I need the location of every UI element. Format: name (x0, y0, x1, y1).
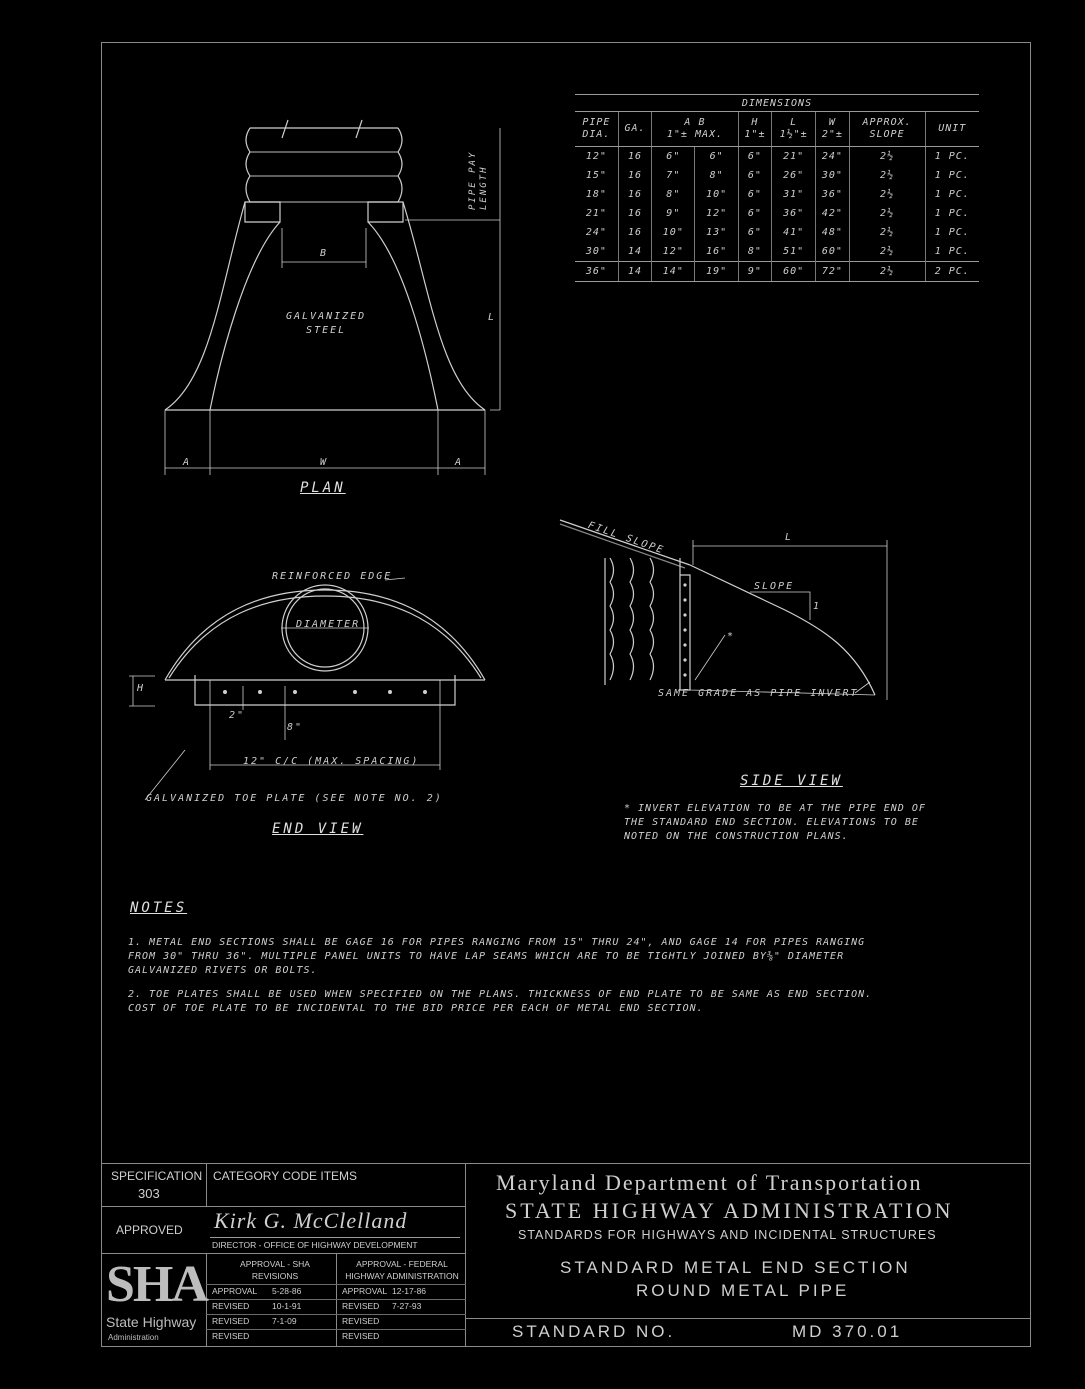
dim-cell: 19" (695, 262, 738, 282)
dim-cell: 41" (772, 223, 816, 242)
director-label: DIRECTOR - OFFICE OF HIGHWAY DEVELOPMENT (212, 1240, 418, 1250)
approval-cell: REVISED (342, 1331, 380, 1341)
dim-cell: 6" (738, 185, 771, 204)
dim-cell: 16 (618, 147, 651, 167)
dim-cell: 18" (585, 189, 607, 200)
dim-cell: 6" (652, 147, 695, 167)
dim-cell: 60" (816, 242, 849, 262)
side-view-title: SIDE VIEW (740, 773, 843, 789)
spacing-label: 12" C/C (MAX. SPACING) (243, 756, 420, 767)
approval-cell: 10-1-91 (272, 1301, 302, 1311)
dim-header-cell: A B 1"± MAX. (652, 112, 739, 147)
diameter-label: DIAMETER (296, 619, 361, 630)
dim-cell: 48" (816, 223, 849, 242)
dim-header-cell: APPROX. SLOPE (849, 112, 925, 147)
dim-header-cell: PIPE DIA. (575, 112, 618, 147)
approval-row-line (206, 1329, 466, 1330)
approval-row-line (206, 1299, 466, 1300)
dim-row (575, 242, 979, 262)
approval-cell: REVISED (342, 1316, 380, 1326)
approval-cell: REVISED (342, 1301, 380, 1311)
dim-cell: 12" (585, 151, 607, 162)
standard-no-value: MD 370.01 (792, 1322, 903, 1341)
fill-slope-label: FILL SLOPE (586, 520, 666, 557)
approval-cell: APPROVAL (342, 1286, 388, 1296)
dim-cell: 24" (816, 147, 849, 167)
dim-row (575, 262, 979, 282)
dim-cell: 42" (816, 204, 849, 223)
dim-cell: 1 PC. (925, 242, 979, 262)
category-label: CATEGORY CODE ITEMS (213, 1169, 358, 1183)
dim-cell: 36" (575, 262, 618, 282)
dim-cell: 12" (695, 204, 738, 223)
dim-row (575, 166, 979, 185)
approval-cell: 7-1-09 (272, 1316, 297, 1326)
approval-cell: 12-17-86 (392, 1286, 427, 1296)
dim-header-cell: UNIT (925, 112, 979, 147)
dim-cell: 6" (738, 166, 771, 185)
dim-row (575, 147, 979, 167)
approval-row-line (206, 1314, 466, 1315)
side-star: * (727, 631, 736, 642)
dim-cell: 8" (738, 242, 771, 262)
dim-cell: 8" (652, 185, 695, 204)
dim-cell: 30" (816, 166, 849, 185)
dim-cell: 2½ (849, 166, 925, 185)
agency-name: STATE HIGHWAY ADMINISTRATION (505, 1198, 954, 1223)
dim-cell: 31" (772, 185, 816, 204)
plan-label-w: W (320, 457, 329, 468)
toe-plate-label: GALVANIZED TOE PLATE (SEE NOTE NO. 2) (146, 793, 443, 804)
dept-name: Maryland Department of Transportation (496, 1170, 923, 1195)
dim-cell: 2½ (849, 242, 925, 262)
dim-cell: 24" (585, 227, 607, 238)
standards-label: STANDARDS FOR HIGHWAYS AND INCIDENTAL STRUCTURES (518, 1228, 937, 1242)
side-label-1: 1 (813, 601, 822, 612)
approval-fed-label: APPROVAL - FEDERAL HIGHWAY ADMINISTRATION (345, 1259, 459, 1281)
dim-cell: 36" (816, 185, 849, 204)
dim-cell: 2½ (849, 204, 925, 223)
plan-label-a-right: A (455, 457, 464, 468)
plan-label-b: B (320, 248, 329, 259)
approval-cell: APPROVAL (212, 1286, 258, 1296)
plan-pipe-pay-label: PIPE PAY LENGTH (468, 150, 489, 210)
dimensions-title: DIMENSIONS (575, 95, 979, 112)
spec-value: 303 (138, 1186, 160, 1201)
slope-label: SLOPE (754, 581, 795, 592)
dim-row (575, 223, 979, 242)
plan-material-label: GALVANIZED STEEL (286, 311, 367, 336)
note-2: 2. TOE PLATES SHALL BE USED WHEN SPECIFIED ON THE PLANS. THICKNESS OF END PLATE TO BE SAME AS END SECTION. COST OF TOE PLATE TO BE INCIDENTAL TO THE BID PRICE PER EACH OF METAL END SECTION. (128, 989, 873, 1014)
dim-cell: 72" (816, 262, 849, 282)
dimensions-table (575, 94, 979, 282)
end-label-8in: 8" (287, 722, 304, 733)
signature-line (210, 1237, 460, 1238)
end-label-h: H (137, 683, 146, 694)
dim-cell: 2 PC. (925, 262, 979, 282)
sha-logo: SHA (106, 1256, 207, 1313)
approved-label: APPROVED (116, 1223, 183, 1237)
dim-cell: 6" (738, 223, 771, 242)
reinforced-edge-label: REINFORCED EDGE (272, 571, 393, 582)
dim-cell: 10" (695, 185, 738, 204)
dim-cell: 8" (695, 166, 738, 185)
dim-cell: 15" (585, 170, 607, 181)
dim-cell: 1 PC. (925, 223, 979, 242)
dim-cell: 6" (738, 204, 771, 223)
dim-cell: 21" (772, 147, 816, 167)
dim-cell: 1 PC. (925, 147, 979, 167)
approval-cell: 7-27-93 (392, 1301, 422, 1311)
dim-header-cell: H 1"± (738, 112, 771, 147)
dim-cell: 30" (585, 246, 607, 257)
dim-cell: 60" (772, 262, 816, 282)
approval-cell: 5-28-86 (272, 1286, 302, 1296)
approval-cell: REVISED (212, 1316, 250, 1326)
approval-cell: REVISED (212, 1331, 250, 1341)
drawing-title-1: STANDARD METAL END SECTION (560, 1258, 911, 1277)
dim-row (575, 204, 979, 223)
dim-cell: 1 PC. (925, 204, 979, 223)
sha-logo-sub: State Highway (106, 1314, 197, 1330)
notes-title: NOTES (130, 900, 188, 916)
plan-label-l: L (488, 312, 497, 323)
dim-cell: 14" (652, 262, 695, 282)
dim-header-cell: GA. (618, 112, 651, 147)
sha-logo-sub2: Administration (108, 1333, 159, 1342)
dim-cell: 21" (585, 208, 607, 219)
plan-title: PLAN (300, 480, 346, 496)
dim-cell: 16 (618, 166, 651, 185)
dim-cell: 16" (695, 242, 738, 262)
dim-cell: 2½ (849, 147, 925, 167)
signature: Kirk G. McClelland (214, 1208, 408, 1233)
plan-label-a-left: A (183, 457, 192, 468)
dim-cell: 1 PC. (925, 185, 979, 204)
end-label-2in: 2" (229, 710, 246, 721)
approval-row-line (206, 1284, 466, 1285)
approval-sha-label: APPROVAL - SHA REVISIONS (240, 1259, 310, 1281)
dim-cell: 16 (618, 223, 651, 242)
dim-cell: 26" (772, 166, 816, 185)
note-1: 1. METAL END SECTIONS SHALL BE GAGE 16 FOR PIPES RANGING FROM 15" THRU 24", AND GAGE 14 FOR PIPES RANGING FROM 30" THRU 36". MULTIPLE PANEL UNITS TO HAVE LAP SEAMS WHICH ARE TO BE TIGHTLY JOINED BY⅜" DIAMETER GALVANIZED RIVETS OR BOLTS. (128, 937, 866, 976)
dim-cell: 12" (652, 242, 695, 262)
dim-cell: 1 PC. (925, 166, 979, 185)
spec-label: SPECIFICATION (111, 1169, 203, 1183)
dim-cell: 13" (695, 223, 738, 242)
dim-cell: 14 (618, 262, 651, 282)
dim-cell: 2½ (849, 223, 925, 242)
grade-label: SAME GRADE AS PIPE INVERT (658, 688, 859, 699)
drawing-title-2: ROUND METAL PIPE (636, 1281, 850, 1300)
approval-divider (336, 1253, 337, 1347)
dim-cell: 36" (772, 204, 816, 223)
side-view-footnote: * INVERT ELEVATION TO BE AT THE PIPE END OF THE STANDARD END SECTION. ELEVATIONS TO BE NOTED ON THE CONSTRUCTION PLANS. (624, 803, 926, 842)
dim-cell: 2½ (849, 262, 925, 282)
dim-cell: 7" (652, 166, 695, 185)
dim-cell: 51" (772, 242, 816, 262)
dim-cell: 6" (695, 147, 738, 167)
end-view-title: END VIEW (272, 821, 364, 837)
dim-cell: 6" (738, 147, 771, 167)
dim-cell: 9" (738, 262, 771, 282)
dim-cell: 16 (618, 185, 651, 204)
dim-header-cell: W 2"± (816, 112, 849, 147)
dim-cell: 9" (652, 204, 695, 223)
dim-cell: 10" (652, 223, 695, 242)
dim-cell: 16 (618, 204, 651, 223)
dim-cell: 2½ (849, 185, 925, 204)
approval-cell: REVISED (212, 1301, 250, 1311)
dim-header-cell: L 1½"± (772, 112, 816, 147)
standard-no-label: STANDARD NO. (512, 1322, 676, 1341)
dim-cell: 14 (618, 242, 651, 262)
dim-row (575, 185, 979, 204)
side-label-l: L (785, 532, 794, 543)
